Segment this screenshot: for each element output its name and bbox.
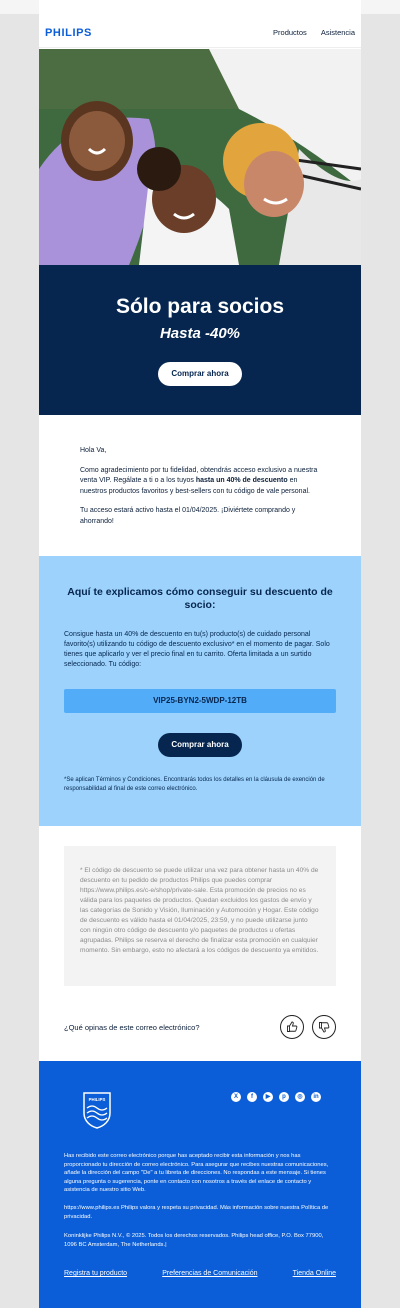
feedback-question: ¿Qué opinas de este correo electrónico? <box>64 1022 200 1032</box>
intro-bold: hasta un 40% de descuento <box>195 477 288 484</box>
register-product-link[interactable]: Registra tu producto <box>64 1270 128 1277</box>
footer-notice-a: Has recibido este correo electrónico porque has aceptado recibir esta información y nos has proporcionado tu dirección de correo electrónico. Para asegurar que recibes nuestras comunicaciones, añade la dirección del campo "De" a tu libreta de direcciones. No respondas a este mensaje. Si tienes alguna pregunta o sugerencia, ponte en contacto con nosotros a través del enlace de <box>64 1153 329 1185</box>
contact-link[interactable]: contacto y asistencia <box>64 1178 312 1193</box>
promo-banner <box>39 265 361 415</box>
thumbs-up-icon[interactable] <box>280 1015 304 1039</box>
legal-text-b: Esta promoción de precios no es válida para los paquetes de productos. Quedan excluidos los gastos de envío y las categorías de Sonido y Visión, Iluminación y Automoción y Hogar. Este código de descuento es válido hasta el 01/04/2025, 23:59, y no puede utilizarse junto con ningún otro código de descuento y/o paquetes de productos u ofertas agrupadas. Philips se reserva el derecho de finalizar esta promoción en cualquier momento. Sin embargo, esto no afectará a los códigos de descuento ya emitidos. <box>80 887 319 954</box>
intro-text-a: Como agradecimiento por tu fidelidad, obtendrás acceso exclusivo a nuestra venta VIP. Regálate a ti o a los tuyos <box>80 466 318 484</box>
privacy-policy-link[interactable]: Política de privacidad <box>64 1205 329 1220</box>
howto-title: Aquí te explicamos cómo conseguir su descuento de socio: <box>67 586 333 611</box>
banner-subtitle: Hasta -40% <box>159 325 241 342</box>
nav-asistencia[interactable]: Asistencia <box>320 28 355 37</box>
pinterest-icon[interactable]: p <box>279 1092 289 1102</box>
voucher-code[interactable]: VIP25-BYN2-5WDP-12TB <box>64 689 336 713</box>
instagram-icon[interactable]: ◎ <box>295 1092 305 1102</box>
terms-note: *Se aplican Términos y Condiciones. Encontrarás todos los detalles en la cláusula de exención de responsabilidad al final de este correo electrónico. <box>64 777 325 792</box>
privacy-text-end: . <box>90 1213 93 1220</box>
shop-now-button-2[interactable]: Comprar ahora <box>158 733 242 757</box>
banner-title: Sólo para socios <box>115 295 285 318</box>
footer-notice-b: de nuestro sitio Web. <box>89 1187 146 1193</box>
youtube-icon[interactable]: ▶ <box>263 1092 273 1102</box>
online-store-link[interactable]: Tienda Online <box>292 1270 336 1277</box>
intro-paragraph <box>80 466 320 498</box>
communication-prefs-link[interactable]: Preferencias de Comunicación <box>162 1270 258 1277</box>
facebook-icon[interactable]: f <box>247 1092 257 1102</box>
howto-section <box>39 556 361 826</box>
philips-shield-logo[interactable] <box>82 1091 112 1134</box>
intro-text-b: en nuestros productos favoritos y best-sellers con tu código de vale personal. <box>80 477 310 495</box>
social-links <box>231 1092 321 1102</box>
private-sale-link[interactable]: https://www.philips.es/c-e/shop/private-sale. <box>80 887 208 894</box>
greeting: Hola Va, <box>80 447 107 454</box>
feedback-row <box>64 1014 336 1040</box>
hero-image <box>39 49 361 265</box>
x-icon[interactable]: X <box>231 1092 241 1102</box>
email-body <box>39 0 361 1308</box>
intro-text <box>80 446 320 536</box>
top-nav <box>39 18 361 48</box>
linkedin-icon[interactable]: in <box>311 1092 321 1102</box>
footer-notice <box>64 1152 336 1195</box>
legal-text-a: * El código de descuento se puede utilizar una vez para obtener hasta un 40% de descuento en tu pedido de productos Philips que puedes comprar <box>80 867 319 884</box>
nav-productos[interactable]: Productos <box>273 28 307 37</box>
shield-text: PHILIPS <box>88 1097 106 1102</box>
footer <box>39 1061 361 1308</box>
philips-site-link[interactable]: https://www.philips.es <box>64 1205 120 1211</box>
philips-logo[interactable]: PHILIPS <box>45 26 92 39</box>
footer-copyright: Koninklijke Philips N.V., © 2025. Todos los derechos reservados. Philips head office, P.O. Box 77900, 1096 BC Amsterdam, The Netherlands.| <box>64 1233 324 1248</box>
thumbs-down-icon[interactable] <box>312 1015 336 1039</box>
footer-links <box>64 1270 336 1277</box>
shop-now-button[interactable]: Comprar ahora <box>158 362 242 386</box>
access-paragraph: Tu acceso estará activo hasta el 01/04/2025. ¡Diviértete comprando y ahorrando! <box>80 507 296 525</box>
privacy-text: Philips valora y respeta su privacidad. Más información sobre nuestra <box>119 1205 302 1211</box>
footer-privacy <box>64 1204 336 1221</box>
howto-description: Consigue hasta un 40% de descuento en tu(s) producto(s) de cuidado personal favorito(s) utilizando tu código de descuento exclusivo* en el momento de pagar. Solo tienes que aplicarlo y ver el precio final en tu carrito. Oferta limitada a un surtido seleccionado. Tu código: <box>64 631 330 668</box>
legal-disclaimer <box>64 846 336 986</box>
